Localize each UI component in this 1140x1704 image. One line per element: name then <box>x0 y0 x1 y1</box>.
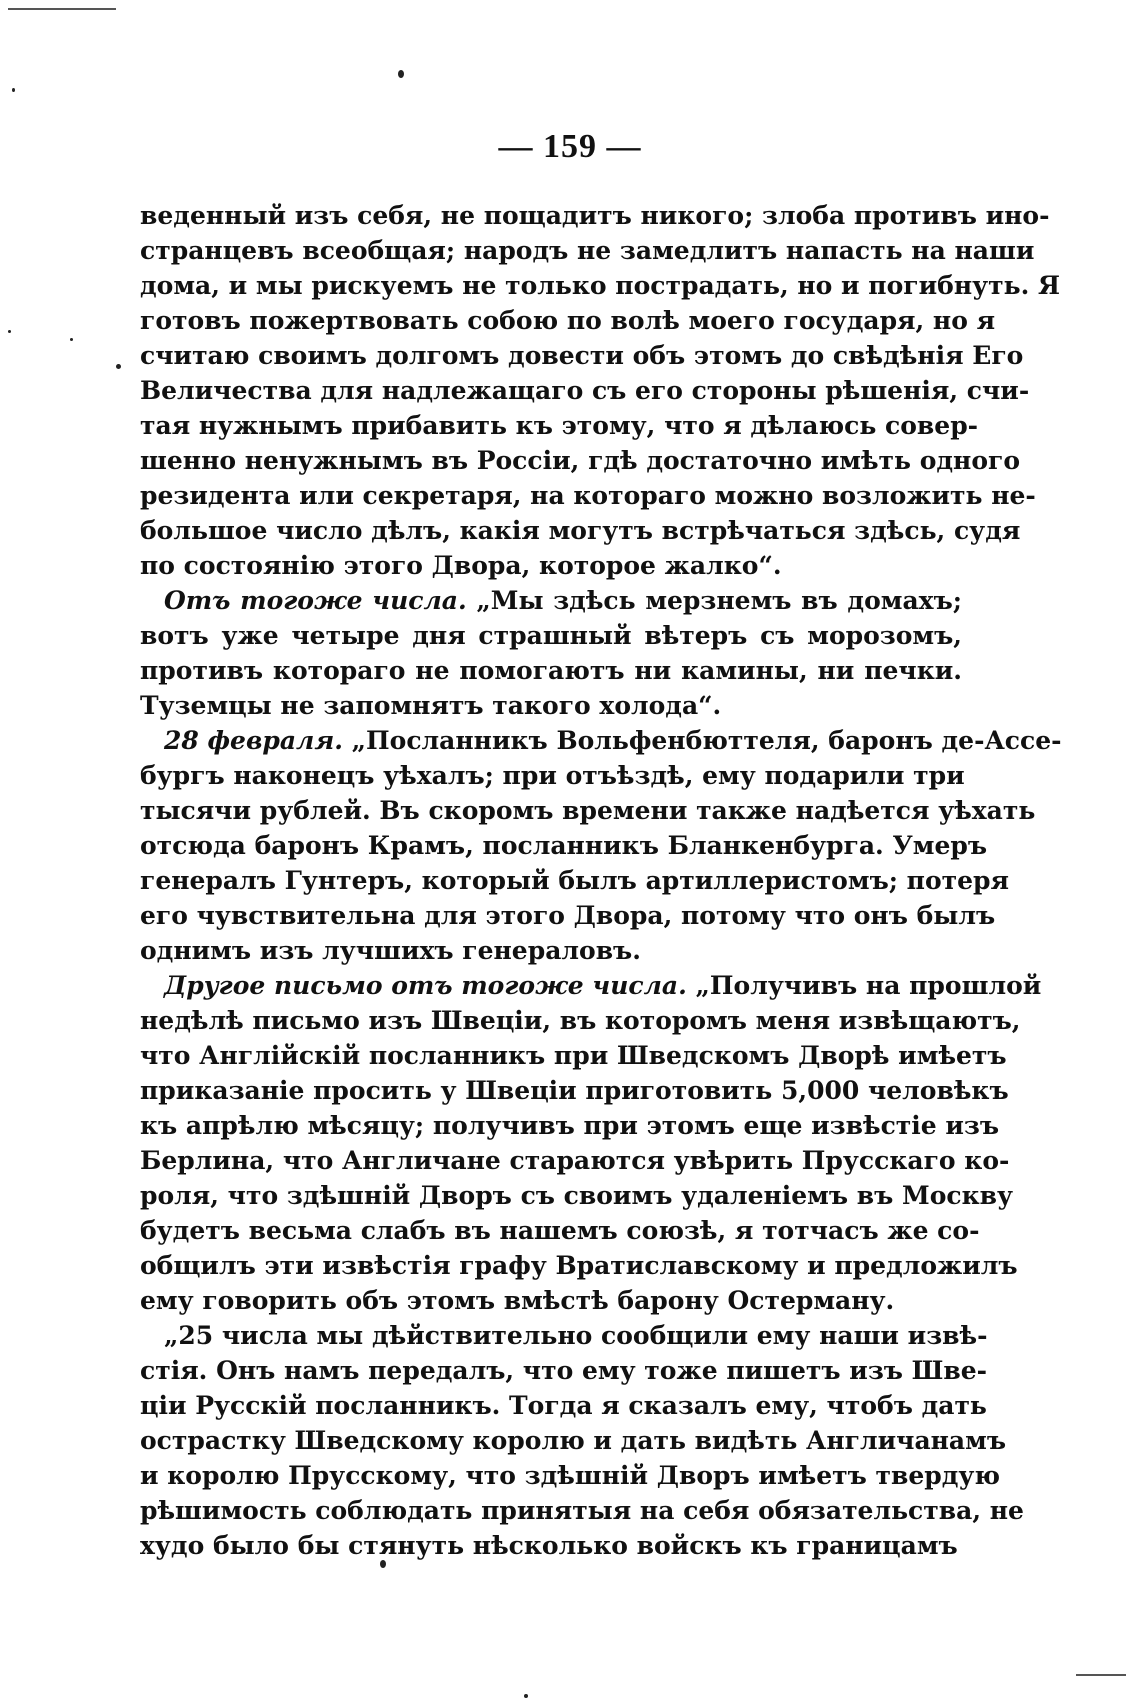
line-text: стія. Онъ намъ передалъ, что ему тоже пишетъ изъ Шве- <box>140 1356 988 1385</box>
text-line <box>140 198 1050 233</box>
text-line <box>140 828 988 863</box>
line-text: и королю Прусскому, что здѣшній Дворъ имѣетъ твердую <box>140 1461 1001 1490</box>
text-line <box>140 408 979 443</box>
text-line <box>140 1248 1018 1283</box>
line-text: странцевъ всеобщая; народъ не замедлитъ напасть на наши <box>140 236 1035 265</box>
text-line <box>140 898 996 933</box>
line-text: ціи Русскій посланникъ. Тогда я сказалъ ему, чтобъ дать <box>140 1391 987 1420</box>
line-text: генералъ Гунтеръ, который былъ артиллеристомъ; потеря <box>140 866 1009 895</box>
text-line <box>140 968 1042 1003</box>
text-line <box>140 1318 988 1353</box>
text-line <box>140 758 965 793</box>
line-text: противъ котораго не помогаютъ ни камины, ни печки. <box>140 656 962 685</box>
text-line <box>140 688 962 723</box>
text-line <box>140 1283 962 1318</box>
line-text: тая нужнымъ прибавить къ этому, что я дѣлаюсь совер- <box>140 411 979 440</box>
line-text: приказаніе просить у Швеціи приготовить 5,000 человѣкъ <box>140 1076 1009 1105</box>
text-line <box>140 1213 980 1248</box>
text-line <box>140 1528 962 1563</box>
line-text: дома, и мы рискуемъ не только пострадать, но и погибнуть. Я <box>140 271 1061 300</box>
line-text: роля, что здѣшній Дворъ съ своимъ удаленіемъ въ Москву <box>140 1181 1014 1210</box>
line-text: ему говорить объ этомъ вмѣстѣ барону Остерману. <box>140 1286 895 1315</box>
text-line <box>140 1178 1014 1213</box>
ink-speck <box>12 88 15 92</box>
text-line <box>140 443 1021 478</box>
line-text: считаю своимъ долгомъ довести объ этомъ до свѣдѣнія Его <box>140 341 1024 370</box>
ink-speck <box>70 338 73 341</box>
line-text: Туземцы не запомнятъ такого холода“. <box>140 691 722 720</box>
line-text: однимъ изъ лучшихъ генераловъ. <box>140 936 641 965</box>
page-number: — 159 — <box>498 128 642 165</box>
text-line <box>140 793 1036 828</box>
line-text: худо было бы стянуть нѣсколько войскъ къ границамъ <box>140 1531 958 1560</box>
text-line <box>140 583 962 618</box>
text-line <box>140 303 996 338</box>
line-text: рѣшимость соблюдать принятыя на себя обязательства, не <box>140 1496 1024 1525</box>
line-text: что Англійскій посланникъ при Шведскомъ Дворѣ имѣетъ <box>140 1041 1007 1070</box>
italic-lead: Отъ тогоже числа. <box>164 586 467 615</box>
text-line <box>140 723 1062 758</box>
line-text: къ апрѣлю мѣсяцу; получивъ при этомъ еще извѣстіе изъ <box>140 1111 1000 1140</box>
line-text: шенно ненужнымъ въ Россіи, гдѣ достаточно имѣть одного <box>140 446 1021 475</box>
text-line <box>140 1493 1024 1528</box>
line-text: бургъ наконецъ уѣхалъ; при отъѣздѣ, ему подарили три <box>140 761 965 790</box>
text-line <box>140 1353 988 1388</box>
line-text: тысячи рублей. Въ скоромъ времени также надѣется уѣхать <box>140 796 1036 825</box>
line-text: „25 числа мы дѣйствительно сообщили ему наши извѣ- <box>164 1321 988 1350</box>
text-line <box>140 1038 1007 1073</box>
text-line <box>140 1073 1009 1108</box>
italic-lead: 28 февраля. <box>164 726 343 755</box>
top-edge-rule <box>8 8 116 10</box>
text-line <box>140 1458 1001 1493</box>
line-text: Величества для надлежащаго съ его стороны рѣшенія, счи- <box>140 376 1030 405</box>
line-text: отсюда баронъ Крамъ, посланникъ Бланкенбурга. Умеръ <box>140 831 988 860</box>
line-text: „Получивъ на прошлой <box>686 971 1042 1000</box>
line-text: общилъ эти извѣстія графу Вратиславскому и предложилъ <box>140 1251 1018 1280</box>
text-line <box>140 233 1035 268</box>
text-line <box>140 268 1061 303</box>
italic-lead: Другое письмо отъ тогоже числа. <box>164 971 687 1000</box>
ink-speck <box>8 330 11 333</box>
line-text: недѣлѣ письмо изъ Швеціи, въ которомъ меня извѣщаютъ, <box>140 1006 1021 1035</box>
text-line <box>140 478 1036 513</box>
text-line <box>140 1388 987 1423</box>
line-text: по состоянію этого Двора, которое жалко“. <box>140 551 782 580</box>
ink-speck <box>398 70 404 78</box>
text-line <box>140 338 1024 373</box>
ink-speck <box>524 1694 528 1698</box>
text-line <box>140 933 962 968</box>
line-text: „Посланникъ Вольфенбюттеля, баронъ де-Ассе- <box>342 726 1062 755</box>
line-text: Берлина, что Англичане стараются увѣрить Прусскаго ко- <box>140 1146 1010 1175</box>
line-text: „Мы здѣсь мерзнемъ въ домахъ; <box>466 586 962 615</box>
line-text: готовъ пожертвовать собою по волѣ моего государя, но я <box>140 306 996 335</box>
text-line <box>140 548 962 583</box>
text-line <box>140 1143 1010 1178</box>
line-text: вотъ уже четыре дня страшный вѣтеръ съ морозомъ, <box>140 621 962 650</box>
bottom-edge-rule <box>1076 1674 1126 1676</box>
text-line <box>140 653 962 688</box>
line-text: резидента или секретаря, на котораго можно возложить не- <box>140 481 1036 510</box>
line-text: его чувствительна для этого Двора, потому что онъ былъ <box>140 901 996 930</box>
line-text: большое число дѣлъ, какія могутъ встрѣчаться здѣсь, судя <box>140 516 1021 545</box>
body-text <box>140 198 1062 1563</box>
line-text: будетъ весьма слабъ въ нашемъ союзѣ, я тотчасъ же со- <box>140 1216 980 1245</box>
text-line <box>140 1003 1021 1038</box>
text-line <box>140 1423 1007 1458</box>
text-line <box>140 863 1009 898</box>
text-line <box>140 1108 1000 1143</box>
ink-speck <box>116 364 121 369</box>
line-text: веденный изъ себя, не пощадитъ никого; злоба противъ ино- <box>140 201 1050 230</box>
line-text: острастку Шведскому королю и дать видѣть Англичанамъ <box>140 1426 1007 1455</box>
text-line <box>140 373 1030 408</box>
text-line <box>140 618 962 653</box>
text-line <box>140 513 1021 548</box>
